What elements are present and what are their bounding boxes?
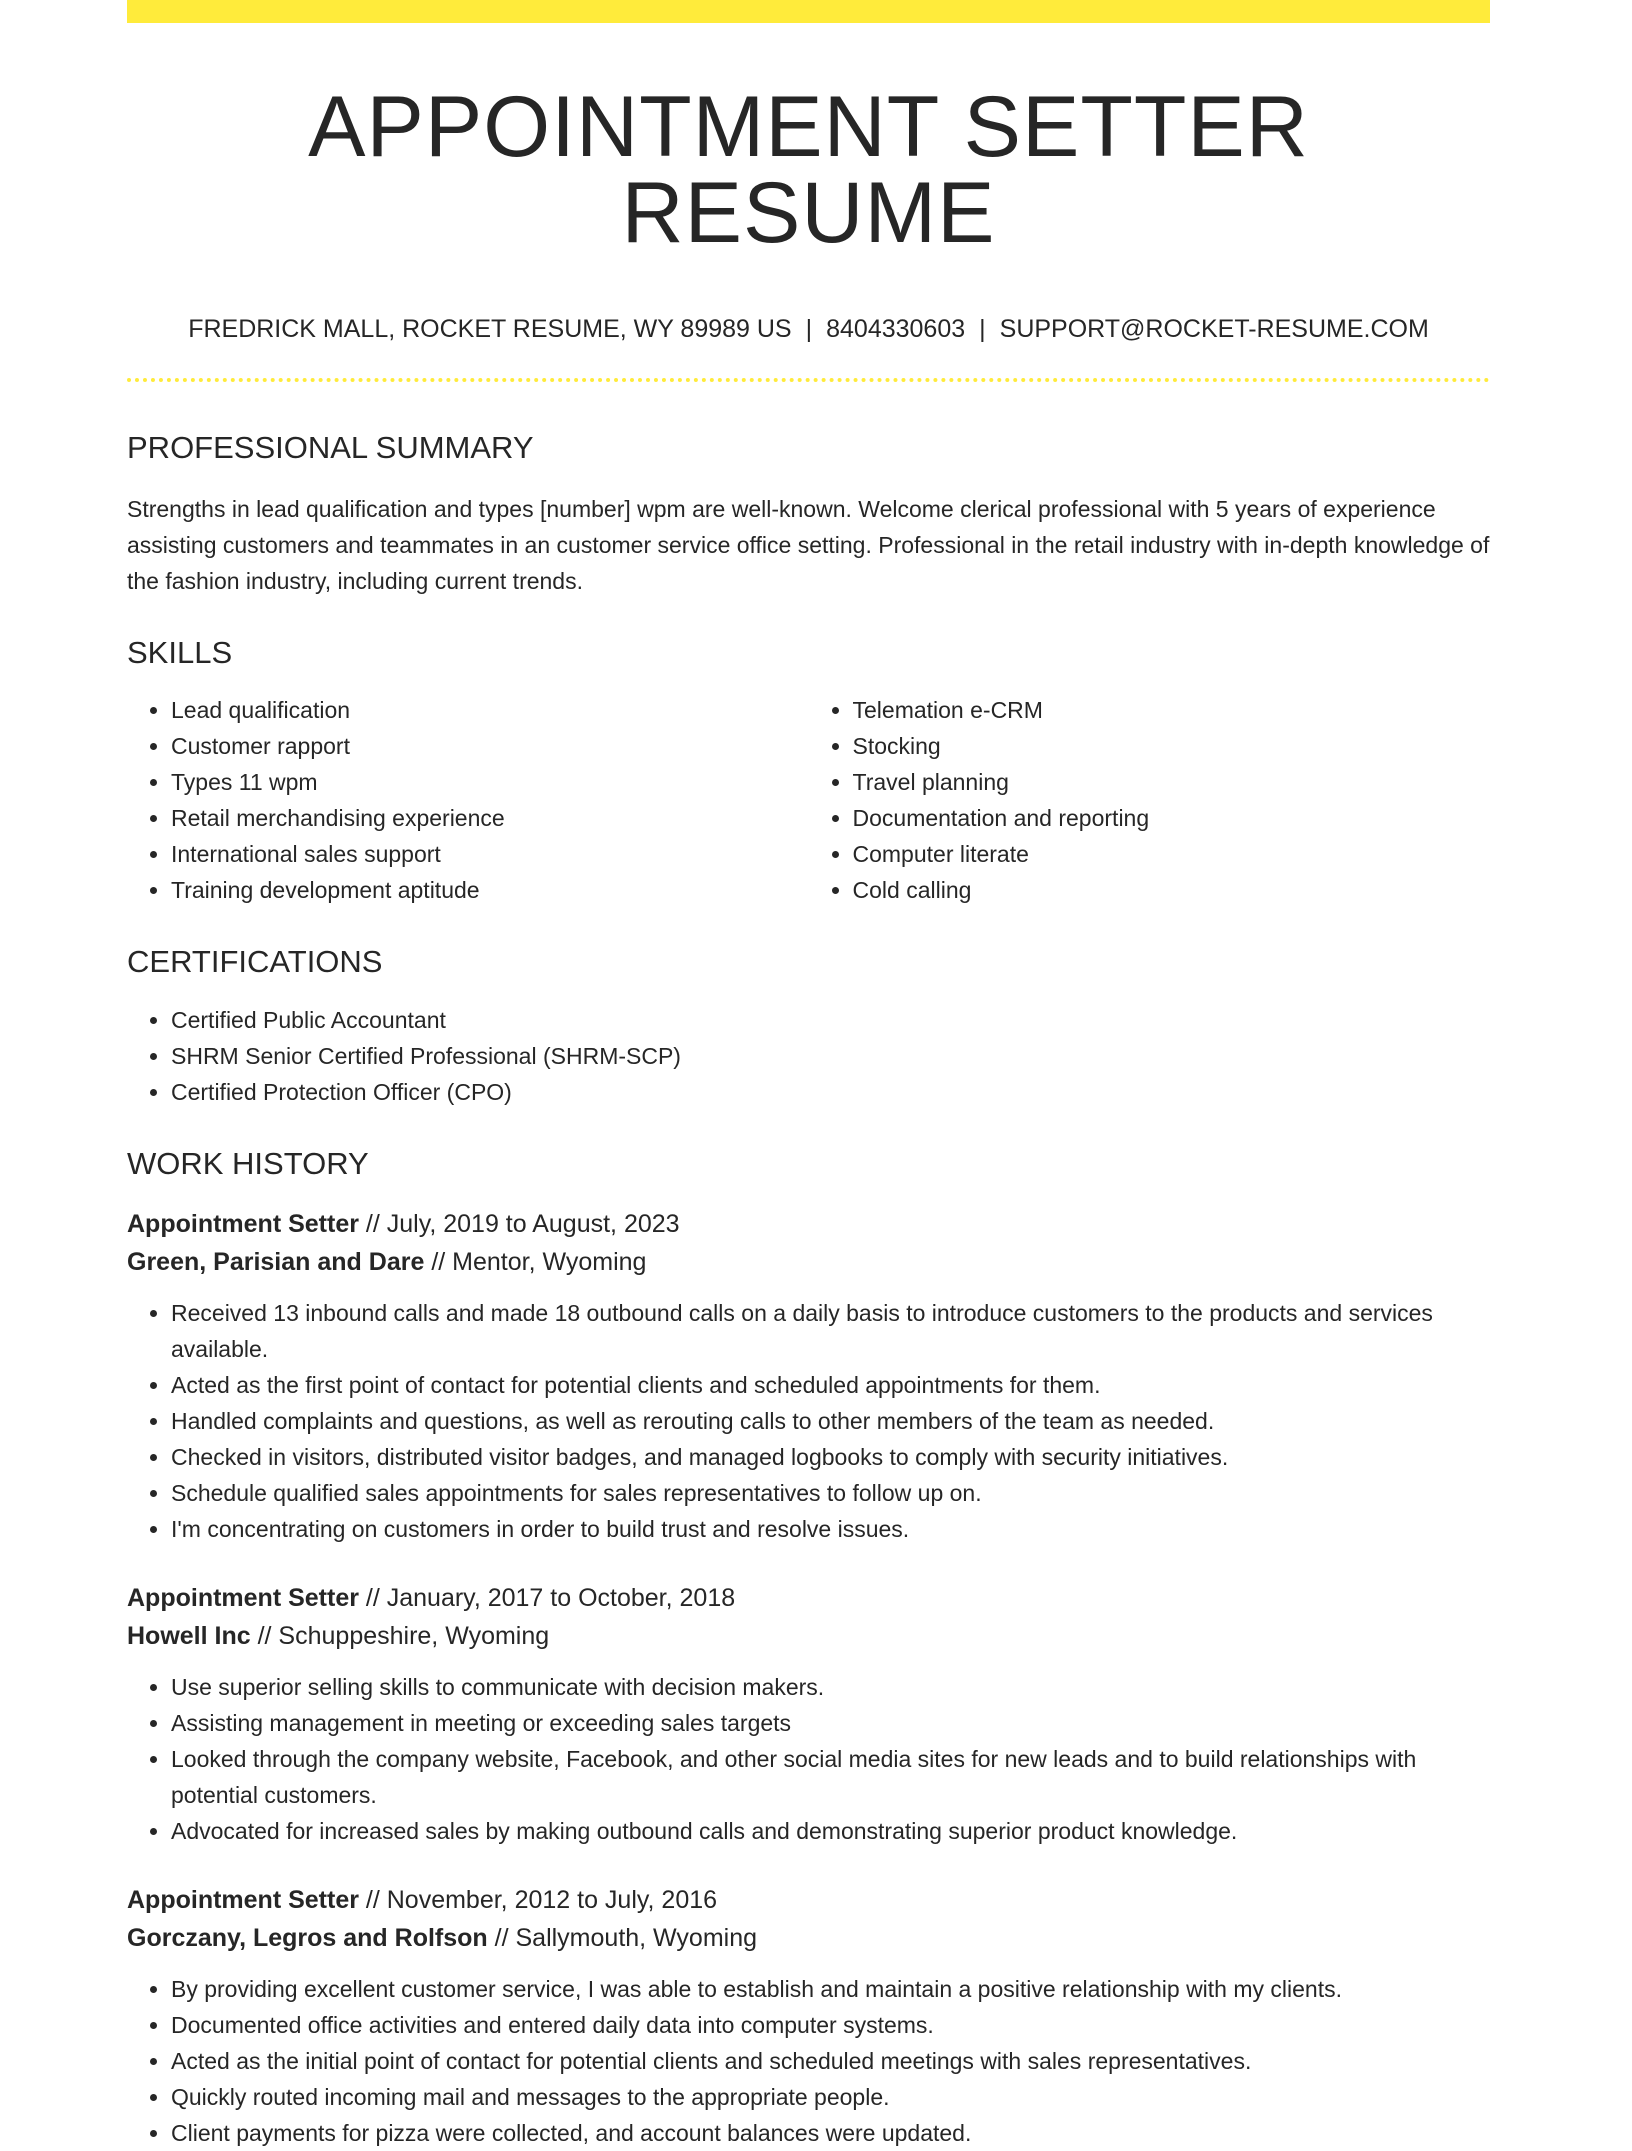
job-bullet: • Documented office activities and entered daily data into computer systems. [171,2007,1490,2043]
job-title: Appointment Setter [127,1210,359,1238]
job-company-line [127,1243,1490,1281]
job-dates: // January, 2017 to October, 2018 [365,1584,736,1612]
contact-line [127,317,1490,342]
job-bullet: • Advocated for increased sales by making outbound calls and demonstrating superior product knowledge. [171,1813,1490,1849]
job-bullet: • Looked through the company website, Facebook, and other social media sites for new leads and to build relationships with potential customers. [171,1741,1490,1813]
skill-item: • Training development aptitude [171,872,809,908]
work-history-heading: WORK HISTORY [127,1146,369,1181]
job-bullet: • I'm concentrating on customers in order to build trust and resolve issues. [171,1511,1490,1547]
job-location: // Mentor, Wyoming [431,1248,647,1276]
job-company: Howell Inc [127,1622,251,1650]
skill-item: • Computer literate [853,836,1491,872]
job-title-line [127,1881,1490,1919]
job-bullet: • Acted as the initial point of contact for potential clients and scheduled meetings with sales representatives. [171,2043,1490,2079]
job-location: // Schuppeshire, Wyoming [257,1622,550,1650]
certification-item: • Certified Protection Officer (CPO) [171,1074,1490,1110]
job-entry [127,1205,1490,1547]
job-bullet: • Checked in visitors, distributed visitor badges, and managed logbooks to comply with security initiatives. [171,1439,1490,1475]
summary-heading: PROFESSIONAL SUMMARY [127,430,534,465]
job-title: Appointment Setter [127,1886,359,1914]
job-entry [127,1579,1490,1849]
dotted-divider [127,378,1490,382]
skill-item: • International sales support [171,836,809,872]
contact-separator: | [979,315,986,343]
job-company-line [127,1919,1490,1957]
contact-email: SUPPORT@ROCKET-RESUME.COM [999,315,1429,343]
skill-item: • Cold calling [853,872,1491,908]
contact-separator: | [805,315,813,343]
job-dates: // November, 2012 to July, 2016 [365,1886,718,1914]
job-bullets [127,1669,1490,1849]
contact-phone: 8404330603 [826,315,966,343]
skill-item: • Lead qualification [171,692,809,728]
job-bullet: • Use superior selling skills to communicate with decision makers. [171,1669,1490,1705]
accent-top-bar [127,0,1490,23]
job-dates: // July, 2019 to August, 2023 [365,1210,680,1238]
job-bullet: • Schedule qualified sales appointments for sales representatives to follow up on. [171,1475,1490,1511]
skill-item: • Travel planning [853,764,1491,800]
job-bullets [127,1295,1490,1547]
job-bullets [127,1971,1490,2151]
job-bullet: • Client payments for pizza were collected, and account balances were updated. [171,2115,1490,2151]
job-bullet: • Handled complaints and questions, as well as rerouting calls to other members of the team as needed. [171,1403,1490,1439]
summary-text: Strengths in lead qualification and types [number] wpm are well-known. Welcome clerical professional with 5 years of experience assisting customers and teammates in an customer service office setting. Professional in the retail industry with in-depth knowledge of the fashion industry, including current trends. [127,496,1490,594]
job-entry [127,1881,1490,2151]
skill-item: • Customer rapport [171,728,809,764]
job-company-line [127,1617,1490,1655]
job-title-line [127,1205,1490,1243]
job-title-line [127,1579,1490,1617]
skill-item: • Documentation and reporting [853,800,1491,836]
certification-item: • Certified Public Accountant [171,1002,1490,1038]
skills-columns [127,692,1490,908]
certifications-heading: CERTIFICATIONS [127,944,383,979]
certifications-list [127,1002,1490,1110]
contact-address: FREDRICK MALL, ROCKET RESUME, WY 89989 US [188,315,792,343]
job-bullet: • Received 13 inbound calls and made 18 outbound calls on a daily basis to introduce customers to the products and services available. [171,1295,1490,1367]
skill-item: • Retail merchandising experience [171,800,809,836]
certification-item: • SHRM Senior Certified Professional (SHRM-SCP) [171,1038,1490,1074]
skill-item: • Types 11 wpm [171,764,809,800]
job-bullet: • Assisting management in meeting or exceeding sales targets [171,1705,1490,1741]
skills-list-left [127,692,809,908]
skills-heading: SKILLS [127,635,233,670]
job-bullet: • Acted as the first point of contact for potential clients and scheduled appointments for them. [171,1367,1490,1403]
job-company: Green, Parisian and Dare [127,1248,425,1276]
resume-page [127,0,1490,2151]
skill-item: • Telemation e-CRM [853,692,1491,728]
job-bullet: • Quickly routed incoming mail and messages to the appropriate people. [171,2079,1490,2115]
skills-list-right [809,692,1491,908]
job-location: // Sallymouth, Wyoming [494,1924,758,1952]
job-bullet: • By providing excellent customer service, I was able to establish and maintain a positive relationship with my clients. [171,1971,1490,2007]
skill-item: • Stocking [853,728,1491,764]
job-company: Gorczany, Legros and Rolfson [127,1924,488,1952]
resume-title: APPOINTMENT SETTER RESUME [308,79,1309,261]
job-title: Appointment Setter [127,1584,359,1612]
